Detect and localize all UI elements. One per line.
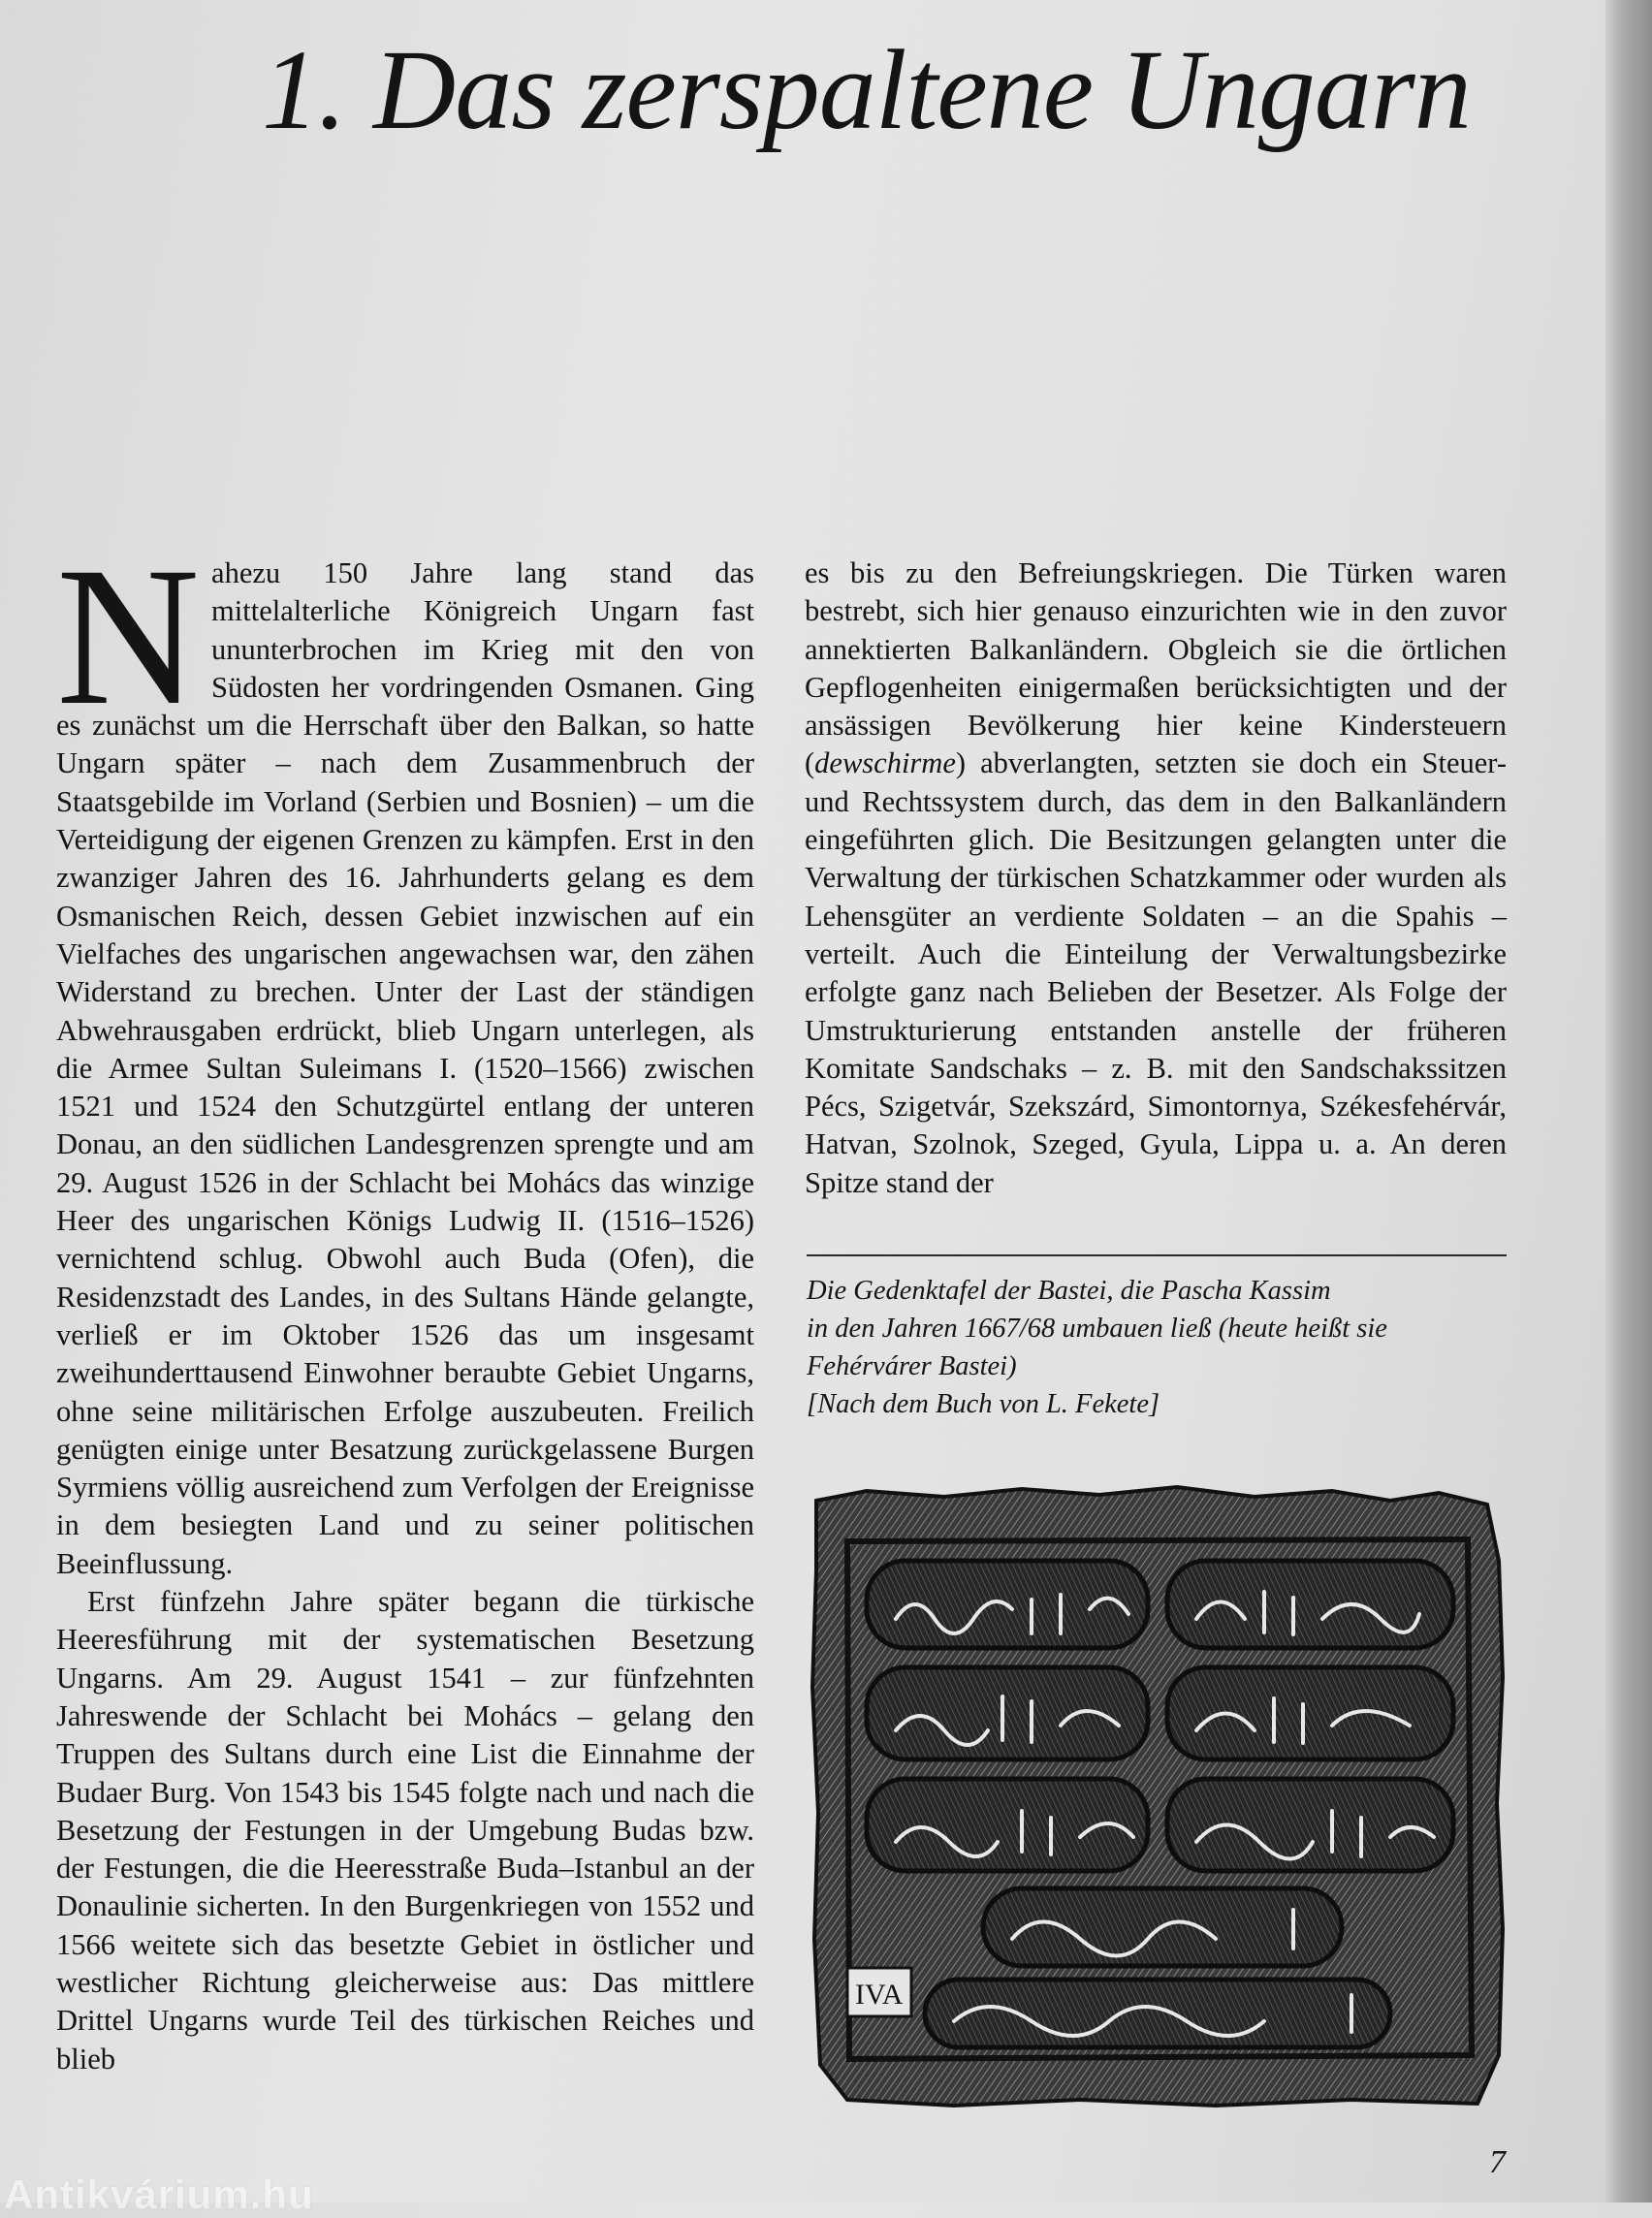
paragraph-3: [805, 554, 1507, 1202]
term-dewschirme: dewschirme: [814, 746, 956, 780]
paragraph-3-text-b: ) abverlangten, setzten sie doch ein Steuer- und Rechtssystem durch, das dem in den Balkanländern eingeführten glich. Die Besitzungen gelangten unter die Verwaltung der türkischen Schatzkammer oder wurden als Lehensgüter an verdiente Soldaten – an die Spahis – verteilt. Auch die Einteilung der Verwaltungsbezirke erfolgte ganz nach Belieben der Besetzer. Als Folge der Umstrukturierung entstanden anstelle der früheren Komitate Sandschaks – z. B. mit den Sandschakssitzen Pécs, Szigetvár, Szekszárd, Simontornya, Székesfehérvár, Hatvan, Szolnok, Szeged, Gyula, Lippa u. a. An deren Spitze stand der: [805, 746, 1507, 1199]
text-column-left: [56, 526, 754, 2078]
page-edge: [1605, 0, 1652, 2202]
caption-line-2: in den Jahren 1667/68 umbauen ließ (heute heißt sie: [807, 1314, 1387, 1344]
caption-line-1: Die Gedenktafel der Bastei, die Pascha Kassim: [807, 1276, 1331, 1306]
text-column-right: [805, 554, 1507, 1202]
chapter-title: 1. Das zerspaltene Ungarn: [262, 26, 1471, 153]
caption-line-4: [Nach dem Buch von L. Fekete]: [807, 1389, 1160, 1419]
figure-caption: [807, 1272, 1514, 1423]
paragraph-1-text: ahezu 150 Jahre lang stand das mittelalterliche Königreich Ungarn fast ununterbrochen im Krieg mit den von Südosten her vordringenden Osmanen. Ging es zunächst um die Herrschaft über den Balkan, so hatte Ungarn später – nach dem Zusammenbruch der Staatsgebilde im Vorland (Serbien und Bosnien) – um die Verteidigung der eigenen Grenzen zu kämpfen. Erst in den zwanziger Jahren des 16. Jahrhunderts gelang es dem Osmanischen Reich, dessen Gebiet inzwischen auf ein Vielfaches des ungarischen angewachsen war, den zähen Widerstand zu brechen. Unter der Last der ständigen Abwehrausgaben erdrückt, blieb Ungarn unterlegen, als die Armee Sultan Suleimans I. (1520–1566) zwischen 1521 und 1524 den Schutzgürtel entlang der unteren Donau, an den südlichen Landesgrenzen sprengte und am 29. August 1526 in der Schlacht bei Mohács das winzige Heer des ungarischen Königs Ludwig II. (1516–1526) vernichtend schlug. Obwohl auch Buda (Ofen), die Residenzstadt des Landes, in des Sultans Hände gelangte, verließ er im Oktober 1526 das um insgesamt zweihunderttausend Einwohner beraubte Gebiet Ungarns, ohne seine militärischen Erfolge auszubeuten. Freilich genügten einige unter Besatzung zurückgelassene Burgen Syrmiens völlig ausreichend zum Verfolgen der Ereignisse in dem besiegten Land und zu seiner politischen Beeinflussung.: [56, 556, 754, 1580]
page-number: 7: [1489, 2144, 1506, 2180]
caption-rule: [807, 1254, 1507, 1256]
paragraph-1: [56, 526, 754, 1583]
paragraph-3-text-a: es bis zu den Befreiungskriegen. Die Türken waren bestrebt, sich hier genauso einzurichten wie in den zuvor annektierten Balkanländern. Obgleich sie die örtlichen Gepflogenheiten einigermaßen berücksichtigten und der ansässigen Bevölkerung hier keine Kindersteuern (: [805, 556, 1507, 780]
corner-mark: IVA: [855, 1979, 904, 2011]
watermark: Antikvárium.hu: [4, 2171, 314, 2217]
paragraph-2: Erst fünfzehn Jahre später begann die türkische Heeresführung mit der systematischen Besetzung Ungarns. Am 29. August 1541 – zur fünfzehnten Jahreswende der Schlacht bei Mohács – gelang den Truppen des Sultans durch eine List die Einnahme der Budaer Burg. Von 1543 bis 1545 folgte nach und nach die Besetzung der Festungen in der Umgebung Budas bzw. der Festungen, die die Heeresstraße Buda–Istanbul an der Donaulinie sicherten. In den Burgenkriegen von 1552 und 1566 weitete sich das besetzte Gebiet in östlicher und westlicher Richtung gleicherweise aus: Das mittlere Drittel Ungarns wurde Teil des türkischen Reiches und blieb: [56, 1585, 754, 2075]
caption-line-3: Fehérvárer Bastei): [807, 1351, 1017, 1381]
drop-cap: N: [56, 526, 201, 746]
plaque-engraving: [809, 1483, 1509, 2109]
memorial-plaque-illustration: [809, 1483, 1509, 2109]
